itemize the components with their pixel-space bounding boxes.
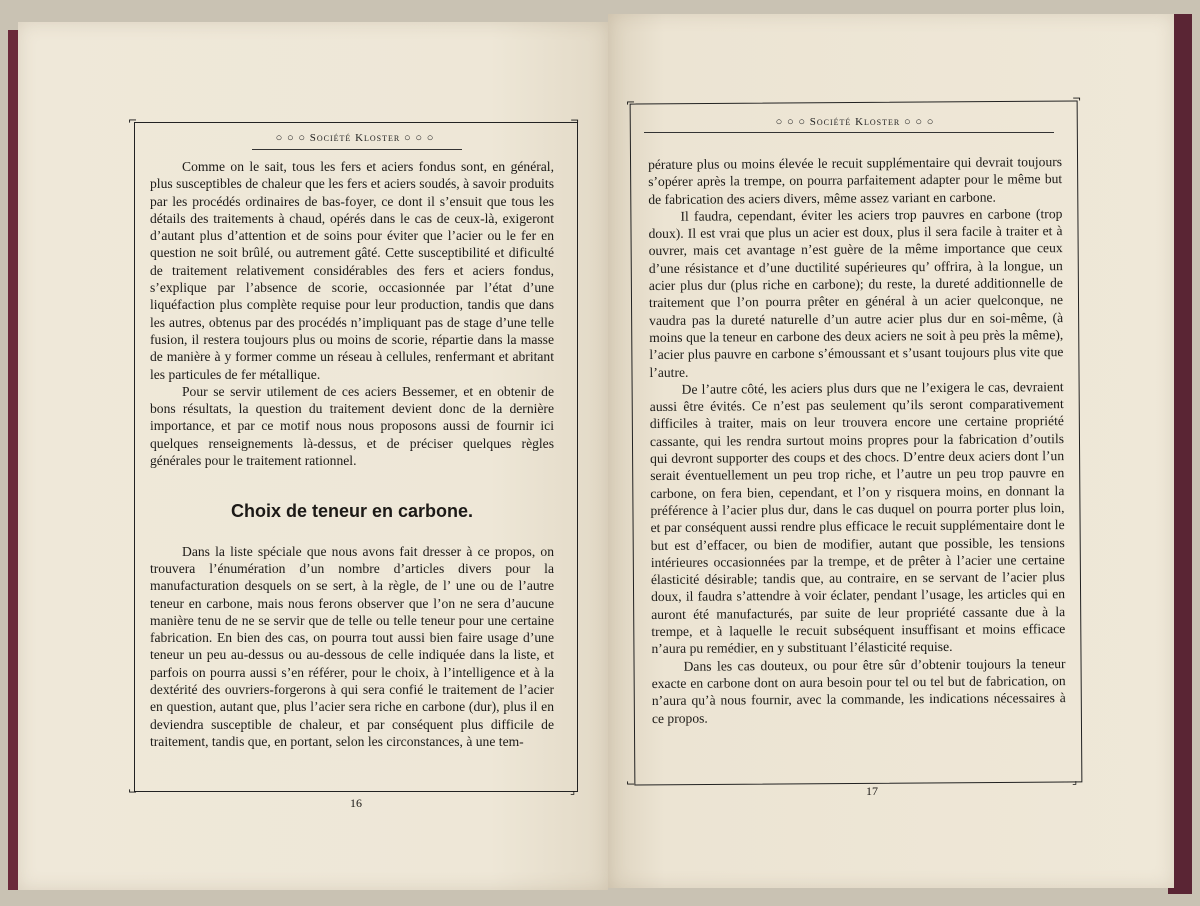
- right-page-body: [648, 153, 1066, 727]
- paragraph: Comme on le sait, tous les fers et aciers fondus sont, en général, plus susceptibles de chaleur que les fers et aciers soudés, à savoir produits par les procédés ordinaires de bas-foyer, ce dont il s’ensuit que tous les détails des traitements à chaud, opérés dans le cas de ceux-là, exigeront d’autant plus d’attention et de soins pour éviter que l’acier ou le fer en question ne soit brûlé, ou autrement gâté. Cette susceptibilité et dificulté de traitement relativement considérables des fers et aciers fondus, s’explique par l’absence de scorie, occasionnée par l’état d’une liquéfaction plus complète requise pour leur production, tandis que dans les autres, obtenus par des procédés n’impliquant pas de stage d’une telle fusion, il restera toujours plus ou moins de scorie, répartie dans la masse de manière à y former comme un réseau à cellules, renfermant et abritant les particules de fer métallique.: [150, 159, 554, 382]
- running-head-rule: [252, 149, 462, 150]
- corner-ornament-icon: ⌟: [1072, 774, 1078, 787]
- left-page: [18, 22, 608, 890]
- page-number: 16: [350, 796, 362, 810]
- right-page: [608, 14, 1174, 888]
- section-heading: Choix de teneur en carbone.: [230, 501, 474, 522]
- corner-ornament-icon: ⌐: [626, 96, 636, 109]
- paragraph: Il faudra, cependant, éviter les aciers trop pauvres en carbone (trop doux). Il est vrai que plus un acier est doux, plus il sera facile à traiter et à ouvrer, mais cet avantage n’est guère de la même importance que ceux d’une résistance et d’une ductilité supérieures qu’ offrira, à la longue, un acier plus dur (plus riche en carbone); du reste, la dureté additionnelle de traitement que l’on pourra prêter en général à un acier quelconque, ne vaudra pas la dureté naturelle d’un autre acier plus dur en soi-même, (à moins que la teneur en carbone des deux aciers ne soit à peu près la même), l’acier plus pauvre en carbone s’émoussant et s’usant toujours plus vite que l’autre.: [648, 205, 1064, 380]
- page-number: 17: [866, 784, 878, 798]
- left-page-body: [150, 158, 554, 750]
- corner-ornament-icon: ⌟: [570, 784, 576, 797]
- running-head: ○ ○ ○ Société Kloster ○ ○ ○: [775, 116, 935, 128]
- corner-ornament-icon: ¬: [570, 114, 580, 127]
- paragraph: Dans les cas douteux, ou pour être sûr d’obtenir toujours la teneur exacte en carbone dont on aura besoin pour tel ou tel but de fabrication, on n’aura qu’à nous fournir, avec la commande, les indications nécessaires à ce propos.: [651, 655, 1066, 726]
- corner-ornament-icon: ⌙: [128, 784, 138, 797]
- running-head: ○ ○ ○ Société Kloster ○ ○ ○: [275, 132, 435, 144]
- paragraph: De l’autre côté, les aciers plus durs que ne l’exigera le cas, devraient aussi être évités. Ce n’est pas seulement qu’ils seront comparativement difficiles à traiter, mais on leur trouvera encore une certaine propriété cassante, qui les rendra surtout moins propres pour la fabrication d’outils qui devront supporter des coups et des chocs. D’entre deux aciers dont l’un serait éventuellement un peu trop riche, et l’autre un peu trop pauvre en carbone, on fera bien, cependant, et l’on y risquera moins, en donnant la préférence à l’acier plus dur, dans le cas duquel on pourra porter plus loin, et par conséquent aussi rendre plus efficace le recuit supplémentaire dont le but est d’effacer, ou bien de modifier, autant que possible, les tensions intérieures occasionnées par la trempe, et de prêter à l’acier une certaine élasticité désirable; tandis que, au contraire, en se servant de l’acier plus doux, il faudra s’attendre à voir éclater, pendant l’usage, les articles qui en auront été manufacturés, par suite de leur propriété cassante due à la trempe, et à laquelle le recuit subséquent insuffisant et moins efficace n’aura pu remédier, en y substituant l’élasticité requise.: [649, 378, 1066, 657]
- paragraph: pérature plus ou moins élevée le recuit supplémentaire qui devrait toujours s’opérer après la trempe, on pourra parfaitement adapter pour le même but de fabrication des aciers divers, même assez variant en carbone.: [648, 154, 1063, 207]
- paragraph: Dans la liste spéciale que nous avons fait dresser à ce propos, on trouvera l’énumération d’un nombre d’articles divers pour la manufacturation desquels on se sert, à la règle, de l’ une ou de l’autre teneur en carbone, mais nous ferons observer que l’on ne sera d’aucune manière tenu de ne se servir que de telle ou telle teneur pour une certaine fabrication. En bien des cas, on pourra tout aussi bien faire usage d’une teneur un peu au-dessus ou au-dessous de celle indiquée dans la liste, et parfois on pourra aussi s’en référer, pour le choix, à l’intelligence et à la dextérité des ouvriers-forgerons à qui sera confié le traitement de l’acier en question, autant que, plus l’acier sera riche en carbone (dur), plus il en deviendra susceptible de chaleur, et par conséquent plus difficile de traitement, tandis que, en portant, selon les circonstances, à une tem-: [150, 543, 554, 749]
- corner-ornament-icon: ⌐: [128, 114, 138, 127]
- running-head-rule: [644, 132, 1054, 133]
- corner-ornament-icon: ⌙: [626, 776, 636, 789]
- corner-ornament-icon: ¬: [1072, 92, 1082, 105]
- paragraph: Pour se servir utilement de ces aciers Bessemer, et en obtenir de bons résultats, la question du traitement devient donc de la dernière importance, et par ce motif nous nous proposons aussi de fournir ici quelques renseignements là-dessus, et de préciser quelques règles générales pour le traitement rationnel.: [150, 383, 554, 469]
